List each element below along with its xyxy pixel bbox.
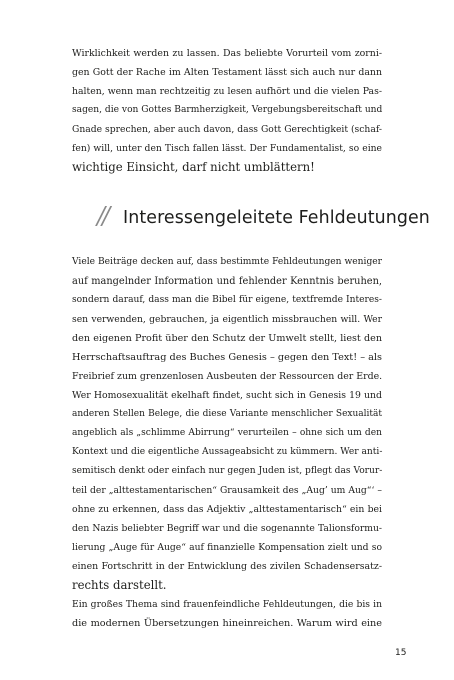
- intro-line: halten, wenn man rechtzeitig zu lesen aufhört und die vielen Pas-: [72, 86, 382, 97]
- body-line: Wer Homosexualität ekelhaft findet, sucht sich in Genesis 19 und: [72, 390, 382, 401]
- intro-line: Wirklichkeit werden zu lassen. Das beliebte Vorurteil vom zorni-: [72, 48, 382, 59]
- intro-line: wichtige Einsicht, darf nicht umblättern!: [72, 160, 315, 174]
- body-line: teil der „alttestamentarischen“ Grausamkeit des „Aug’ um Aug“‘ –: [72, 485, 382, 496]
- body-line: einen Fortschritt in der Entwicklung des zivilen Schadensersatz-: [72, 561, 382, 572]
- body-line: rechts darstellt.: [72, 578, 167, 592]
- body-line: ohne zu erkennen, dass das Adjektiv „alttestamentarisch“ ein bei: [72, 504, 382, 515]
- intro-line: sagen, die von Gottes Barmherzigkeit, Vergebungsbereitschaft und: [72, 105, 383, 115]
- body-line: den Nazis beliebter Begriff war und die sogenannte Talionsformu-: [72, 523, 382, 534]
- body-line: semitisch denkt oder einfach nur gegen Juden ist, pflegt das Vorur-: [72, 466, 383, 476]
- body-line: Herrschaftsauftrag des Buches Genesis – gegen den Text! – als: [72, 352, 382, 363]
- section-heading: [97, 202, 430, 231]
- body-line: die modernen Übersetzungen hineinreichen. Warum wird eine: [72, 618, 382, 629]
- body-line: den eigenen Profit über den Schutz der Umwelt stellt, liest den: [72, 333, 382, 344]
- body-line: Kontext und die eigentliche Aussageabsicht zu kümmern. Wer anti-: [72, 447, 383, 457]
- body-line: Ein großes Thema sind frauenfeindliche Fehldeutungen, die bis in: [72, 599, 382, 610]
- intro-line: Gnade sprechen, aber auch davon, dass Gott Gerechtigkeit (schaf-: [72, 124, 382, 135]
- intro-line: fen) will, unter den Tisch fallen lässt. Der Fundamentalist, so eine: [72, 143, 382, 154]
- body-line: Viele Beiträge decken auf, dass bestimmte Fehldeutungen weniger: [72, 257, 382, 267]
- intro-line: gen Gott der Rache im Alten Testament lässt sich auch nur dann: [72, 67, 382, 78]
- body-line: sen verwenden, gebrauchen, ja eigentlich missbrauchen will. Wer: [72, 314, 382, 325]
- section-mark: //: [97, 202, 108, 230]
- body-line: auf mangelnder Information und fehlender Kenntnis beruhen,: [72, 276, 382, 287]
- body-line: angeblich als „schlimme Abirrung“ verurteilen – ohne sich um den: [72, 428, 382, 438]
- page-number: 15: [395, 648, 407, 658]
- body-line: sondern darauf, dass man die Bibel für eigene, textfremde Interes-: [72, 295, 382, 305]
- section-title: Interessengeleitete Fehldeutungen: [123, 208, 430, 228]
- body-line: lierung „Auge für Auge“ auf finanzielle Kompensation zielt und so: [72, 542, 382, 553]
- body-line: anderen Stellen Belege, die diese Variante menschlicher Sexualität: [72, 409, 382, 419]
- body-line: Freibrief zum grenzenlosen Ausbeuten der Ressourcen der Erde.: [72, 371, 383, 382]
